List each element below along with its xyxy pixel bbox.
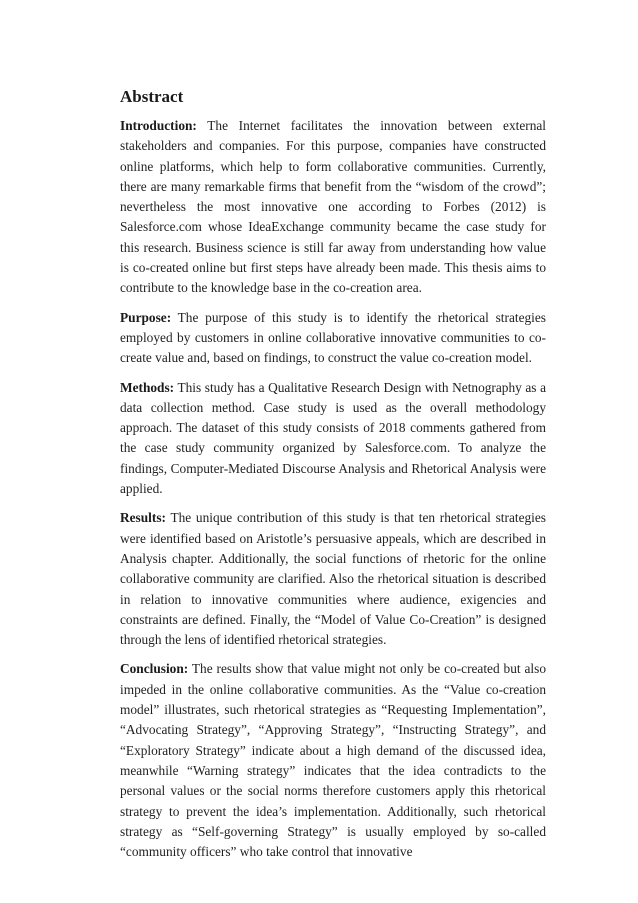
results-paragraph: [120, 508, 546, 650]
introduction-paragraph: [120, 116, 546, 299]
results-heading: Results:: [120, 510, 166, 526]
introduction-text: The Internet facilitates the innovation between external stakeholders and companies. For this purpose, companies have constructed online platforms, which help to form collaborative communities. Currently, there are many remarkable firms that benefit from the “wisdom of the crowd”; nevertheless the most innovative one according to Forbes (2012) is Salesforce.com whose IdeaExchange community became the case study for this research. Business science is still far away from understanding how value is co-created online but first steps have already been made. This thesis aims to contribute to the knowledge base in the co-creation area.: [120, 118, 546, 296]
abstract-heading: Abstract: [120, 87, 184, 106]
purpose-heading: Purpose:: [120, 309, 172, 325]
conclusion-text: The results show that value might not only be co-created but also impeded in the online collaborative communities. As the “Value co-creation model” illustrates, such rhetorical strategies as “Requesting Implementation”, “Advocating Strategy”, “Approving Strategy”, “Instructing Strategy”, and “Exploratory Strategy” indicate about a high demand of the discussed idea, meanwhile “Warning strategy” indicates that the idea contradicts to the personal values or the social norms therefore customers apply this rhetorical strategy to prevent the idea’s implementation. Additionally, such rhetorical strategy as “Self-governing Strategy” is usually employed by so-called “community officers” who take control that innovative: [120, 661, 546, 860]
introduction-heading: Introduction:: [120, 118, 197, 133]
conclusion-heading: Conclusion:: [120, 661, 189, 677]
methods-text: This study has a Qualitative Research Design with Netnography as a data collection method. Case study is used as the overall methodology approach. The dataset of this study consists of 2018 comments gathered from the case study community organized by Salesforce.com. To analyze the findings, Computer-Mediated Discourse Analysis and Rhetorical Analysis were applied.: [120, 379, 546, 497]
conclusion-paragraph: [120, 659, 546, 862]
purpose-text: The purpose of this study is to identify the rhetorical strategies employed by customers in online collaborative innovative communities to co-create value and, based on findings, to construct the value co-creation model.: [120, 309, 546, 366]
results-text: The unique contribution of this study is that ten rhetorical strategies were identified based on Aristotle’s persuasive appeals, which are described in Analysis chapter. Additionally, the social functions of rhetoric for the online collaborative community are clarified. Also the rhetorical situation is described in relation to innovative communities where audience, exigencies and constraints are defined. Finally, the “Model of Value Co-Creation” is designed through the lens of identified rhetorical strategies.: [120, 510, 546, 648]
document-page: [120, 86, 546, 871]
methods-heading: Methods:: [120, 379, 175, 395]
methods-paragraph: [120, 378, 546, 500]
purpose-paragraph: [120, 308, 546, 369]
